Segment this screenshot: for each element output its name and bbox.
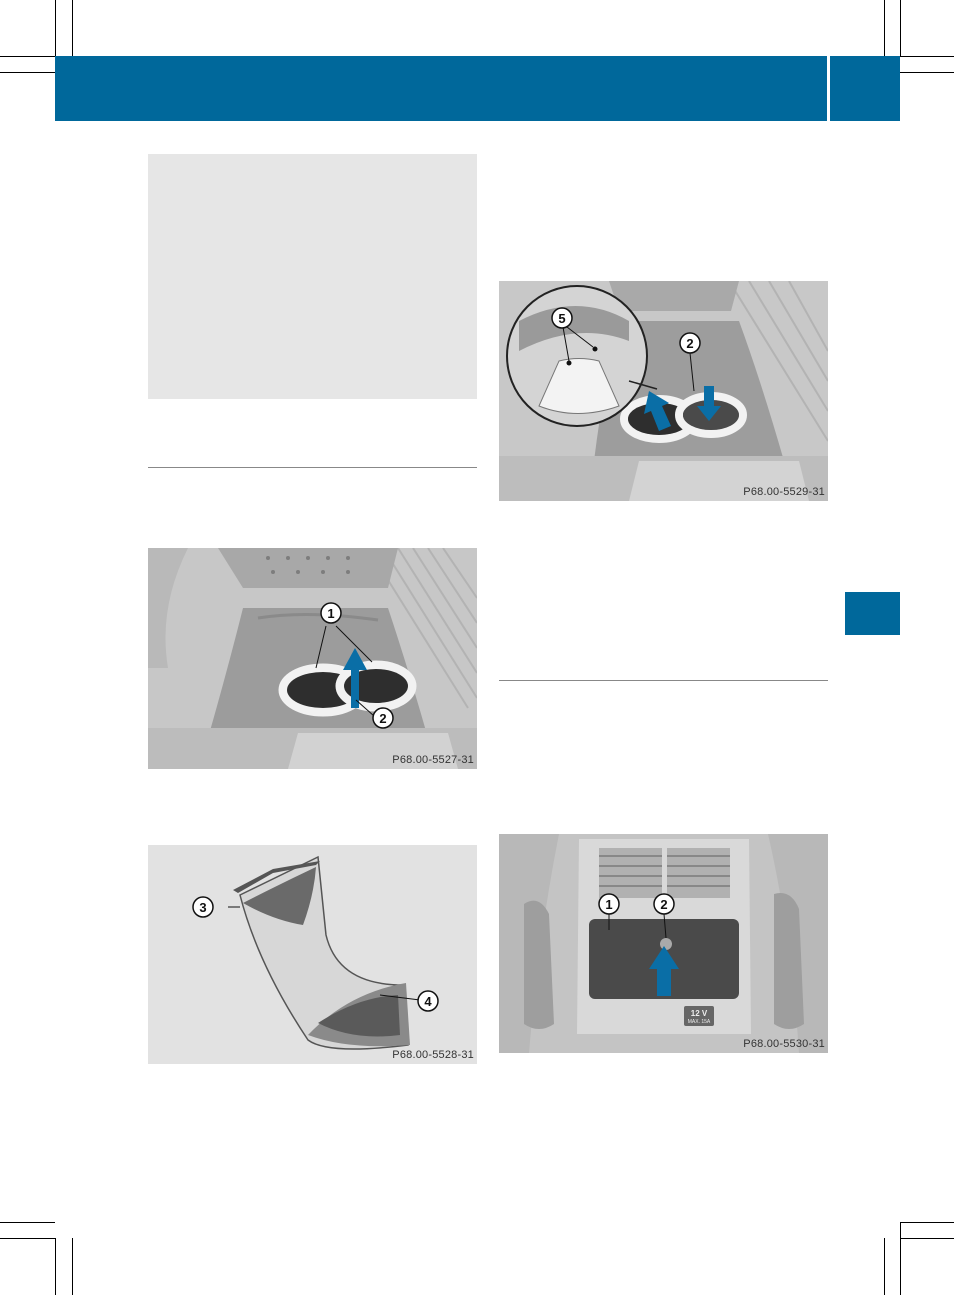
crop-mark: [900, 1238, 954, 1239]
figure-rear-cup-holder: [499, 834, 828, 1053]
figure-code: P68.00-5528-31: [392, 1049, 474, 1061]
crop-mark: [900, 1222, 901, 1295]
crop-mark: [0, 72, 55, 73]
crop-mark: [900, 56, 954, 57]
figure-code: P68.00-5529-31: [743, 486, 825, 498]
socket-sublabel: MAX. 15A: [687, 1019, 711, 1025]
crop-mark: [900, 0, 901, 56]
figure-cup-holder-insert: [148, 845, 477, 1064]
chapter-side-tab: [845, 592, 900, 635]
callout-number: 1: [327, 606, 335, 621]
crop-mark: [0, 1222, 55, 1223]
callout-number: 4: [424, 994, 432, 1009]
crop-mark: [55, 0, 56, 56]
callout-number: 2: [379, 711, 387, 726]
crop-mark: [884, 1238, 885, 1295]
crop-mark: [900, 1222, 954, 1223]
crop-mark: [900, 72, 954, 73]
callout-number: 2: [660, 897, 668, 912]
figure-illustration: [499, 281, 828, 501]
crop-mark: [884, 0, 885, 56]
note-box: [148, 154, 477, 399]
section-divider: [499, 680, 828, 681]
crop-mark: [55, 1238, 56, 1295]
figure-code: P68.00-5527-31: [392, 754, 474, 766]
figure-insert-removal: [499, 281, 828, 501]
crop-mark: [72, 1238, 73, 1295]
figure-code: P68.00-5530-31: [743, 1038, 825, 1050]
socket-label: 12 V: [690, 1009, 708, 1018]
callout-number: 1: [605, 897, 613, 912]
figure-illustration: [148, 548, 477, 769]
callout-number: 2: [686, 336, 694, 351]
figure-illustration: [148, 845, 477, 1064]
crop-mark: [0, 56, 55, 57]
figure-illustration: [499, 834, 828, 1053]
callout-number: 3: [199, 900, 207, 915]
page-header-tab: [830, 56, 900, 121]
crop-mark: [0, 1238, 55, 1239]
section-divider: [148, 467, 477, 468]
page-header-bar: [55, 56, 827, 121]
figure-cup-holder-front: [148, 548, 477, 769]
crop-mark: [72, 0, 73, 56]
callout-number: 5: [558, 311, 566, 326]
